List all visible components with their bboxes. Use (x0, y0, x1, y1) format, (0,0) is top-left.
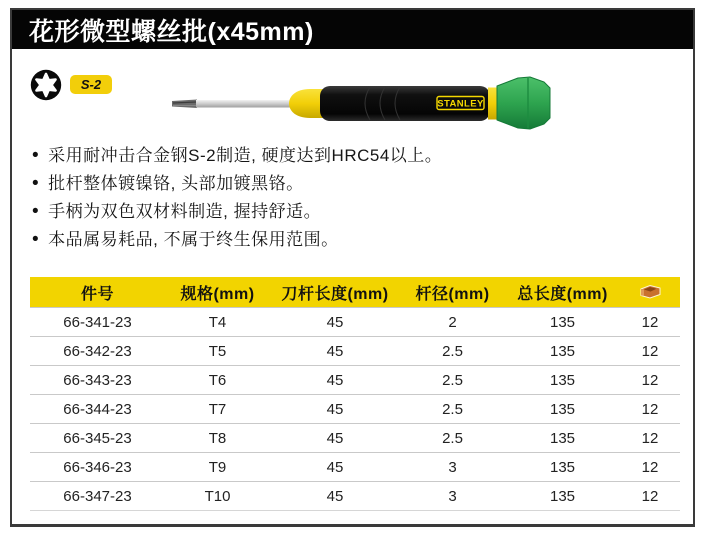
col-header-size: 规格(mm) (165, 277, 270, 308)
stanley-logo (437, 97, 484, 110)
table-cell: 12 (620, 308, 680, 337)
table-cell: 135 (505, 482, 620, 511)
table-cell: 45 (270, 366, 400, 395)
col-header-pack-qty (620, 277, 680, 308)
table-cell: 3 (400, 482, 505, 511)
table-row (30, 453, 680, 482)
page-title: 花形微型螺丝批(x45mm) (29, 17, 314, 46)
feature-list (32, 142, 662, 254)
table-cell: 66-341-23 (30, 308, 165, 337)
feature-item: • 批杆整体镀镍铬, 头部加镀黑铬。 (32, 170, 662, 198)
table-row (30, 366, 680, 395)
table-row (30, 482, 680, 511)
table-cell: 66-347-23 (30, 482, 165, 511)
table-cell: 135 (505, 337, 620, 366)
steel-grade-badge (70, 75, 112, 94)
table-cell: 45 (270, 337, 400, 366)
spec-table-header (30, 277, 680, 308)
col-header-blade-length: 刀杆长度(mm) (270, 277, 400, 308)
screwdriver-collar (289, 89, 324, 118)
table-cell: T5 (165, 337, 270, 366)
table-cell: T10 (165, 482, 270, 511)
table-cell: 66-342-23 (30, 337, 165, 366)
table-cell: T9 (165, 453, 270, 482)
table-cell: 135 (505, 395, 620, 424)
table-cell: 45 (270, 395, 400, 424)
table-cell: 2.5 (400, 395, 505, 424)
table-cell: T8 (165, 424, 270, 453)
table-cell: 66-346-23 (30, 453, 165, 482)
spec-table-body (30, 308, 680, 511)
screwdriver-tip (172, 100, 197, 109)
table-cell: 12 (620, 337, 680, 366)
table-cell: 45 (270, 308, 400, 337)
table-cell: 12 (620, 453, 680, 482)
catalog-card (10, 8, 695, 527)
table-row (30, 395, 680, 424)
screwdriver-cap (497, 77, 550, 129)
table-cell: 66-345-23 (30, 424, 165, 453)
table-cell: 135 (505, 308, 620, 337)
table-cell: 12 (620, 424, 680, 453)
spec-table (30, 277, 680, 511)
table-cell: 45 (270, 453, 400, 482)
table-cell: 135 (505, 453, 620, 482)
table-cell: 135 (505, 424, 620, 453)
table-cell: 2.5 (400, 424, 505, 453)
table-cell: 12 (620, 482, 680, 511)
page-title-bar (12, 10, 693, 49)
feature-item: • 手柄为双色双材料制造, 握持舒适。 (32, 198, 662, 226)
table-row (30, 337, 680, 366)
feature-item: • 采用耐冲击合金钢S-2制造, 硬度达到HRC54以上。 (32, 142, 662, 170)
table-cell: 45 (270, 424, 400, 453)
torx-star-icon (30, 69, 62, 101)
table-cell: 45 (270, 482, 400, 511)
col-header-overall-length: 总长度(mm) (505, 277, 620, 308)
col-header-part-number: 件号 (30, 277, 165, 308)
table-cell: 2 (400, 308, 505, 337)
svg-text:STANLEY: STANLEY (437, 98, 484, 110)
table-cell: 66-343-23 (30, 366, 165, 395)
table-cell: T7 (165, 395, 270, 424)
table-cell: 135 (505, 366, 620, 395)
product-image (170, 73, 562, 133)
table-cell: 66-344-23 (30, 395, 165, 424)
table-cell: 3 (400, 453, 505, 482)
header-row (30, 277, 680, 308)
table-cell: 12 (620, 366, 680, 395)
table-row (30, 424, 680, 453)
box-icon (640, 284, 661, 299)
screwdriver-shaft (196, 100, 296, 108)
table-cell: 2.5 (400, 337, 505, 366)
table-row (30, 308, 680, 337)
steel-grade-label: S-2 (80, 77, 102, 92)
table-cell: 12 (620, 395, 680, 424)
feature-item: • 本品属易耗品, 不属于终生保用范围。 (32, 226, 662, 254)
table-cell: T4 (165, 308, 270, 337)
table-cell: T6 (165, 366, 270, 395)
col-header-shaft-diameter: 杆径(mm) (400, 277, 505, 308)
table-cell: 2.5 (400, 366, 505, 395)
